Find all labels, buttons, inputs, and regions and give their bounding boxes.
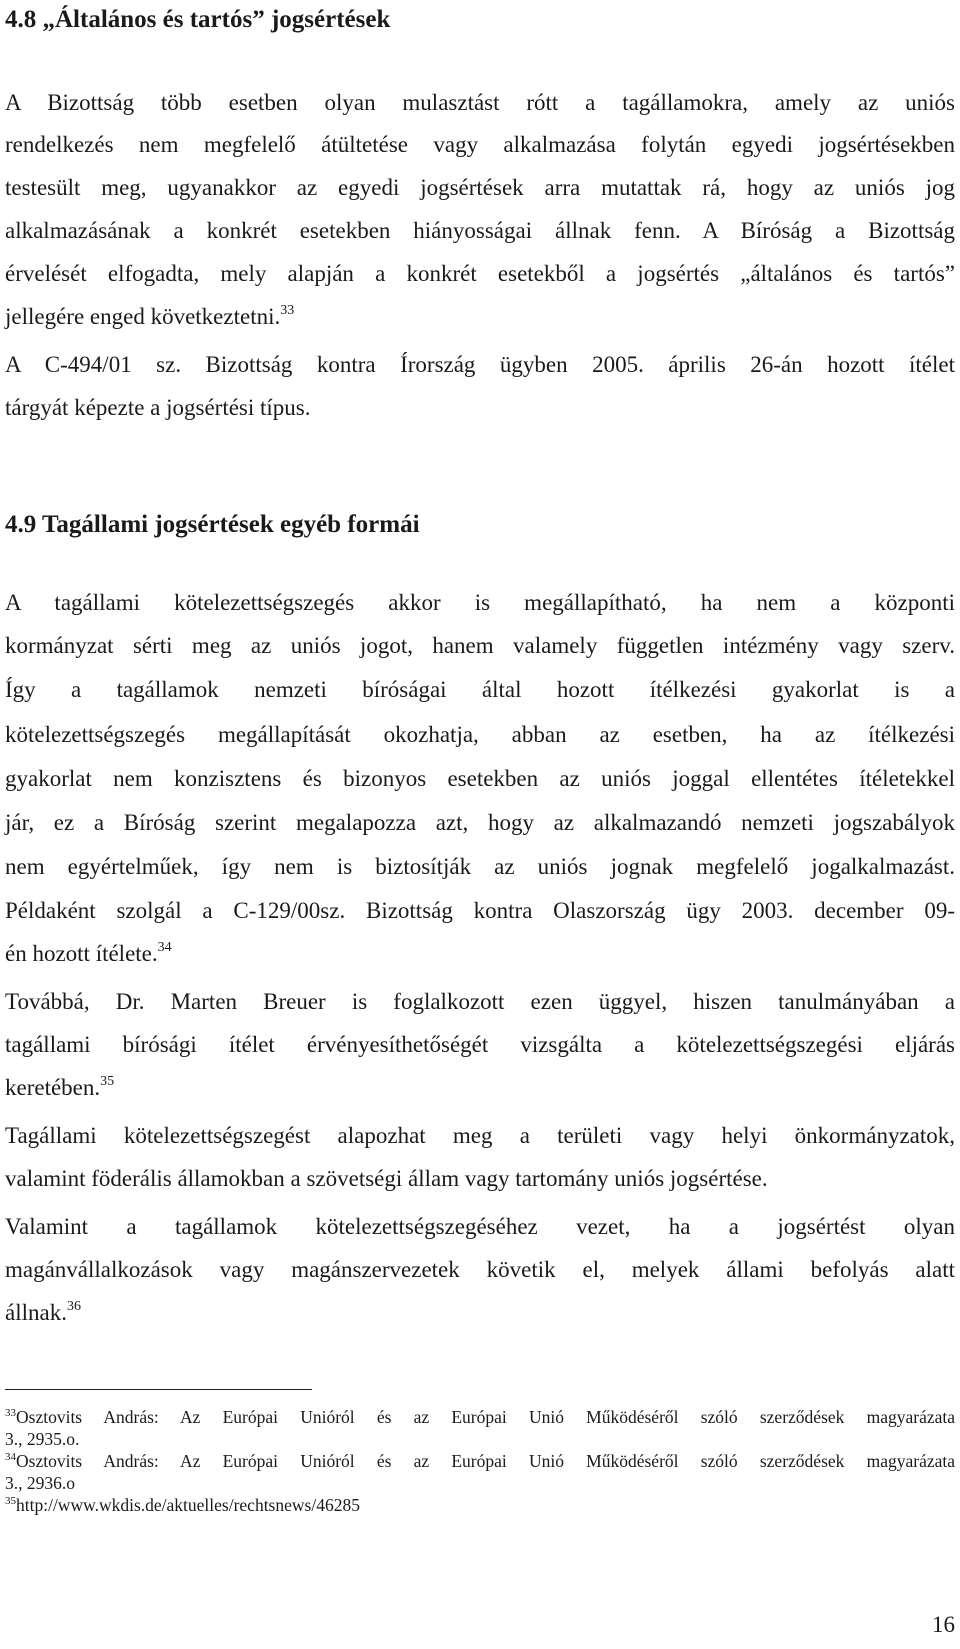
footnote-35: $^{35}$http://www.wkdis.de/aktuelles/rechtsnews/46285: [5, 1495, 360, 1515]
footnote-ref-35[interactable]: 35: [100, 1074, 115, 1089]
paragraph-line: Valamint a tagállamok kötelezettségszegéséhez vezet, ha a jogsértést olyan: [5, 1214, 955, 1239]
document-page: [5, 0, 955, 1649]
paragraph-line: én hozott ítélete.$^{34}$: [5, 940, 172, 966]
paragraph-line: gyakorlat nem konzisztens és bizonyos esetekben az uniós joggal ellentétes ítéletekkel: [5, 766, 955, 791]
footnote-ref-34[interactable]: 34: [157, 940, 172, 955]
paragraph-line: testesült meg, ugyanakkor az egyedi jogsértések arra mutattak rá, hogy az uniós jog: [5, 175, 955, 200]
paragraph-line: rendelkezés nem megfelelő átültetése vagy alkalmazása folytán egyedi jogsértésekben: [5, 132, 955, 157]
paragraph-line: Példaként szolgál a C-129/00sz. Bizottság kontra Olaszország ügy 2003. december 09-: [5, 898, 955, 923]
paragraph-line: kormányzat sérti meg az uniós jogot, hanem valamely független intézmény vagy szerv.: [5, 633, 955, 658]
paragraph-line: tárgyát képezte a jogsértési típus.: [5, 395, 311, 420]
paragraph-line: A C-494/01 sz. Bizottság kontra Írország ügyben 2005. április 26-án hozott ítélet: [5, 352, 955, 377]
paragraph-line: jár, ez a Bíróság szerint megalapozza azt, hogy az alkalmazandó nemzeti jogszabályok: [5, 810, 955, 835]
footnote-34-cont: 3., 2936.o: [5, 1473, 75, 1493]
paragraph-line: jellegére enged következtetni.$^{33}$: [5, 303, 295, 329]
paragraph-line: Tagállami kötelezettségszegést alapozhat meg a területi vagy helyi önkormányzatok,: [5, 1123, 955, 1148]
paragraph-line: állnak.$^{36}$: [5, 1299, 81, 1325]
footnote-35-link[interactable]: http://www.wkdis.de/aktuelles/rechtsnews/46285: [16, 1495, 360, 1515]
paragraph-line: magánvállalkozások vagy magánszervezetek követik el, melyek állami befolyás alatt: [5, 1257, 955, 1282]
paragraph-line: tagállami bírósági ítélet érvényesíthetőségét vizsgálta a kötelezettségszegési eljárás: [5, 1032, 955, 1057]
footnote-33-cont: 3., 2935.o.: [5, 1429, 80, 1449]
footnote-ref-36[interactable]: 36: [66, 1299, 81, 1314]
paragraph-line: A Bizottság több esetben olyan mulasztást rótt a tagállamokra, amely az uniós: [5, 90, 955, 115]
section-heading-4-8: 4.8 „Általános és tartós” jogsértések: [5, 6, 391, 33]
paragraph-line: érvelését elfogadta, mely alapján a konkrét esetekből a jogsértés „általános és tartós”: [5, 261, 955, 286]
paragraph-line: keretében.$^{35}$: [5, 1074, 115, 1100]
paragraph-line: valamint föderális államokban a szövetségi állam vagy tartomány uniós jogsértése.: [5, 1166, 768, 1191]
paragraph-line: alkalmazásának a konkrét esetekben hiányosságai állnak fenn. A Bíróság a Bizottság: [5, 218, 955, 243]
paragraph-line: Így a tagállamok nemzeti bíróságai által hozott ítélkezési gyakorlat is a: [5, 677, 955, 702]
section-heading-4-9: 4.9 Tagállami jogsértések egyéb formái: [5, 511, 420, 538]
paragraph-line: kötelezettségszegés megállapítását okozhatja, abban az esetben, ha az ítélkezési: [5, 722, 955, 747]
page-number: 16: [932, 1612, 955, 1637]
paragraph-line: Továbbá, Dr. Marten Breuer is foglalkozott ezen üggyel, hiszen tanulmányában a: [5, 989, 955, 1014]
footnote-33: $^{33}$Osztovits András: Az Európai Unióról és az Európai Unió Működéséről szóló szerződések magyarázata: [5, 1407, 955, 1427]
paragraph-line: nem egyértelműek, így nem is biztosítják az uniós jognak megfelelő jogalkalmazást.: [5, 854, 955, 879]
footnote-ref-33[interactable]: 33: [280, 303, 295, 318]
footnote-34: $^{34}$Osztovits András: Az Európai Unióról és az Európai Unió Működéséről szóló szerződések magyarázata: [5, 1451, 955, 1471]
paragraph-line: A tagállami kötelezettségszegés akkor is megállapítható, ha nem a központi: [5, 590, 955, 615]
footnote-separator: [5, 1389, 312, 1390]
